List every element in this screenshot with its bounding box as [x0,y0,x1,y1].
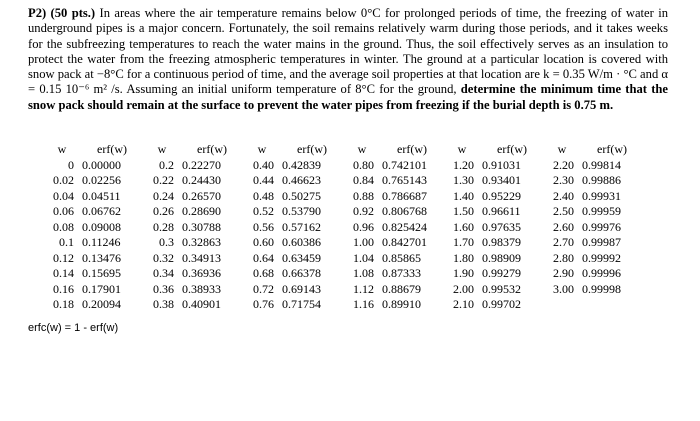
w-cell: 1.12 [353,281,374,296]
erf-cell: 0.36936 [182,266,221,280]
table-row [44,251,644,267]
w-cell: 1.80 [453,250,474,265]
erf-table-header-row [44,142,644,158]
w-cell: 0.24 [153,188,174,203]
w-cell: 0.96 [353,219,374,234]
erf-cell: 0.89910 [382,297,421,311]
erf-cell: 0.97635 [482,219,521,234]
erf-cell: 0.99998 [582,281,621,296]
erf-cell: 0.95229 [482,188,521,203]
w-cell: 2.80 [553,250,574,265]
table-row [44,235,644,251]
erf-column-header: erf(w) [197,142,227,156]
erf-cell: 0.85865 [382,250,421,265]
erf-column-header: erf(w) [97,142,127,156]
erf-cell: 0.11246 [82,235,121,249]
erf-cell: 0.99987 [582,235,621,249]
erf-cell: 0.99886 [582,173,621,187]
w-cell: 1.00 [353,235,374,249]
erf-cell: 0.98909 [482,250,521,265]
problem-body: In areas where the air temperature remains below 0°C for prolonged periods of time, the freezing of water in underground pipes is a major concern. Fortunately, the soil remains relatively warm during those periods, and it takes weeks for the subfreezing temperatures to reach the water mains in the ground. Thus, the soil effectively serves as an insulation to protect the water from the freezing atmospheric temperatures in winter. The ground at a particular location is covered with snow pack at −8°C for a continuous period of time, and the average soil properties at that location are k = 0.35 W/m · °C and α = 0.15 10⁻⁶ m² /s. Assuming an initial uniform temperature of 8°C for the ground, [28,6,668,97]
w-cell: 2.90 [553,266,574,280]
w-cell: 0.2 [159,157,174,172]
erfc-note: erfc(w) = 1 - erf(w) [28,322,119,334]
erf-cell: 0.57162 [282,219,321,234]
erf-cell: 0.06762 [82,204,121,218]
erf-column-header: erf(w) [597,142,627,156]
erf-cell: 0.60386 [282,235,321,249]
w-cell: 0.68 [253,266,274,280]
erf-cell: 0.32863 [182,235,221,249]
w-cell: 0.40 [253,157,274,172]
w-cell: 0.36 [153,281,174,296]
table-row [44,266,644,282]
w-cell: 2.50 [553,204,574,218]
w-cell: 1.40 [453,188,474,203]
table-row [44,189,644,205]
erf-cell: 0.806768 [382,204,427,218]
erf-cell: 0.15695 [82,266,121,280]
w-cell: 0.60 [253,235,274,249]
w-cell: 0.06 [53,204,74,218]
w-cell: 2.20 [553,157,574,172]
erf-cell: 0.09008 [82,219,121,234]
table-row [44,297,644,313]
w-cell: 2.10 [453,297,474,311]
erf-cell: 0.38933 [182,281,221,296]
erf-cell: 0.40901 [182,297,221,311]
w-cell: 1.08 [353,266,374,280]
erf-table [44,142,644,313]
w-cell: 0.88 [353,188,374,203]
erf-cell: 0.30788 [182,219,221,234]
erf-column-header: erf(w) [397,142,427,156]
w-cell: 1.90 [453,266,474,280]
w-cell: 1.60 [453,219,474,234]
w-cell: 0.08 [53,219,74,234]
w-cell [544,297,580,313]
w-cell: 0.76 [253,297,274,311]
erf-cell: 0.42839 [282,157,321,172]
w-cell: 0.56 [253,219,274,234]
w-cell: 0.22 [153,173,174,187]
w-cell: 0.84 [353,173,374,187]
w-cell: 1.04 [353,250,374,265]
erf-cell: 0.00000 [82,157,121,172]
w-cell: 0.02 [53,173,74,187]
erf-cell: 0.53790 [282,204,321,218]
w-cell: 0.92 [353,204,374,218]
erf-cell: 0.87333 [382,266,421,280]
erf-column-header: erf(w) [497,142,527,156]
erf-cell: 0.99996 [582,266,621,280]
table-row [44,158,644,174]
w-cell: 0.72 [253,281,274,296]
erf-cell: 0.34913 [182,250,221,265]
erf-cell: 0.02256 [82,173,121,187]
w-cell: 2.70 [553,235,574,249]
erf-cell: 0.742101 [382,157,427,172]
w-cell: 2.00 [453,281,474,296]
erf-cell: 0.98379 [482,235,521,249]
erf-cell: 0.93401 [482,173,521,187]
erf-cell: 0.88679 [382,281,421,296]
erf-cell: 0.63459 [282,250,321,265]
w-cell: 0.44 [253,173,274,187]
w-cell: 0.48 [253,188,274,203]
erf-cell: 0.69143 [282,281,321,296]
erf-cell: 0.99992 [582,250,621,265]
w-cell: 0.28 [153,219,174,234]
w-cell: 0.34 [153,266,174,280]
table-row [44,204,644,220]
w-cell: 0 [68,157,74,172]
table-row [44,173,644,189]
w-cell: 0.1 [59,235,74,249]
erf-cell: 0.96611 [482,204,521,218]
erf-cell: 0.825424 [382,219,427,234]
w-cell: 1.16 [353,297,374,311]
problem-question: determine the minimum time that the snow pack should remain at the surface to prevent the water pipes from freezing if the burial depth is 0.75 m. [28,82,668,112]
erf-cell: 0.04511 [82,188,121,203]
erf-column-header: erf(w) [297,142,327,156]
w-cell: 0.64 [253,250,274,265]
erf-cell: 0.99532 [482,281,521,296]
w-cell: 0.32 [153,250,174,265]
erf-cell [580,297,644,313]
w-column-header: w [157,142,167,156]
table-row [44,220,644,236]
w-cell: 3.00 [553,281,574,296]
erf-cell: 0.13476 [82,250,121,265]
erf-cell: 0.842701 [382,235,427,249]
erf-cell: 0.99702 [482,297,521,311]
w-cell: 1.70 [453,235,474,249]
problem-label: P2) (50 pts.) [28,6,96,20]
erf-cell: 0.17901 [82,281,121,296]
erf-cell: 0.66378 [282,266,321,280]
erf-cell: 0.99814 [582,157,621,172]
erf-cell: 0.71754 [282,297,321,311]
w-cell: 1.20 [453,157,474,172]
erf-cell: 0.99976 [582,219,621,234]
w-cell: 0.14 [53,266,74,280]
w-cell: 0.04 [53,188,74,203]
w-cell: 0.18 [53,297,74,311]
w-cell: 2.40 [553,188,574,203]
erf-table-body [44,158,644,313]
erf-cell: 0.24430 [182,173,221,187]
w-cell: 2.60 [553,219,574,234]
w-column-header: w [557,142,567,156]
erf-cell: 0.99279 [482,266,521,280]
erf-cell: 0.786687 [382,188,427,203]
w-cell: 0.52 [253,204,274,218]
w-cell: 2.30 [553,173,574,187]
erf-cell: 0.99959 [582,204,621,218]
erf-cell: 0.46623 [282,173,321,187]
w-cell: 0.16 [53,281,74,296]
erf-cell: 0.20094 [82,297,121,311]
erf-cell: 0.765143 [382,173,427,187]
w-column-header: w [457,142,467,156]
w-cell: 0.80 [353,157,374,172]
w-cell: 0.26 [153,204,174,218]
w-cell: 0.38 [153,297,174,311]
erf-cell: 0.99931 [582,188,621,203]
w-cell: 1.50 [453,204,474,218]
erf-cell: 0.91031 [482,157,521,172]
erf-cell: 0.50275 [282,188,321,203]
w-column-header: w [57,142,67,156]
erf-cell: 0.26570 [182,188,221,203]
w-cell: 0.12 [53,250,74,265]
table-row [44,282,644,298]
w-column-header: w [357,142,367,156]
w-cell: 1.30 [453,173,474,187]
problem-statement [28,6,668,113]
w-column-header: w [257,142,267,156]
w-cell: 0.3 [159,235,174,249]
erf-cell: 0.28690 [182,204,221,218]
erf-cell: 0.22270 [182,157,221,172]
